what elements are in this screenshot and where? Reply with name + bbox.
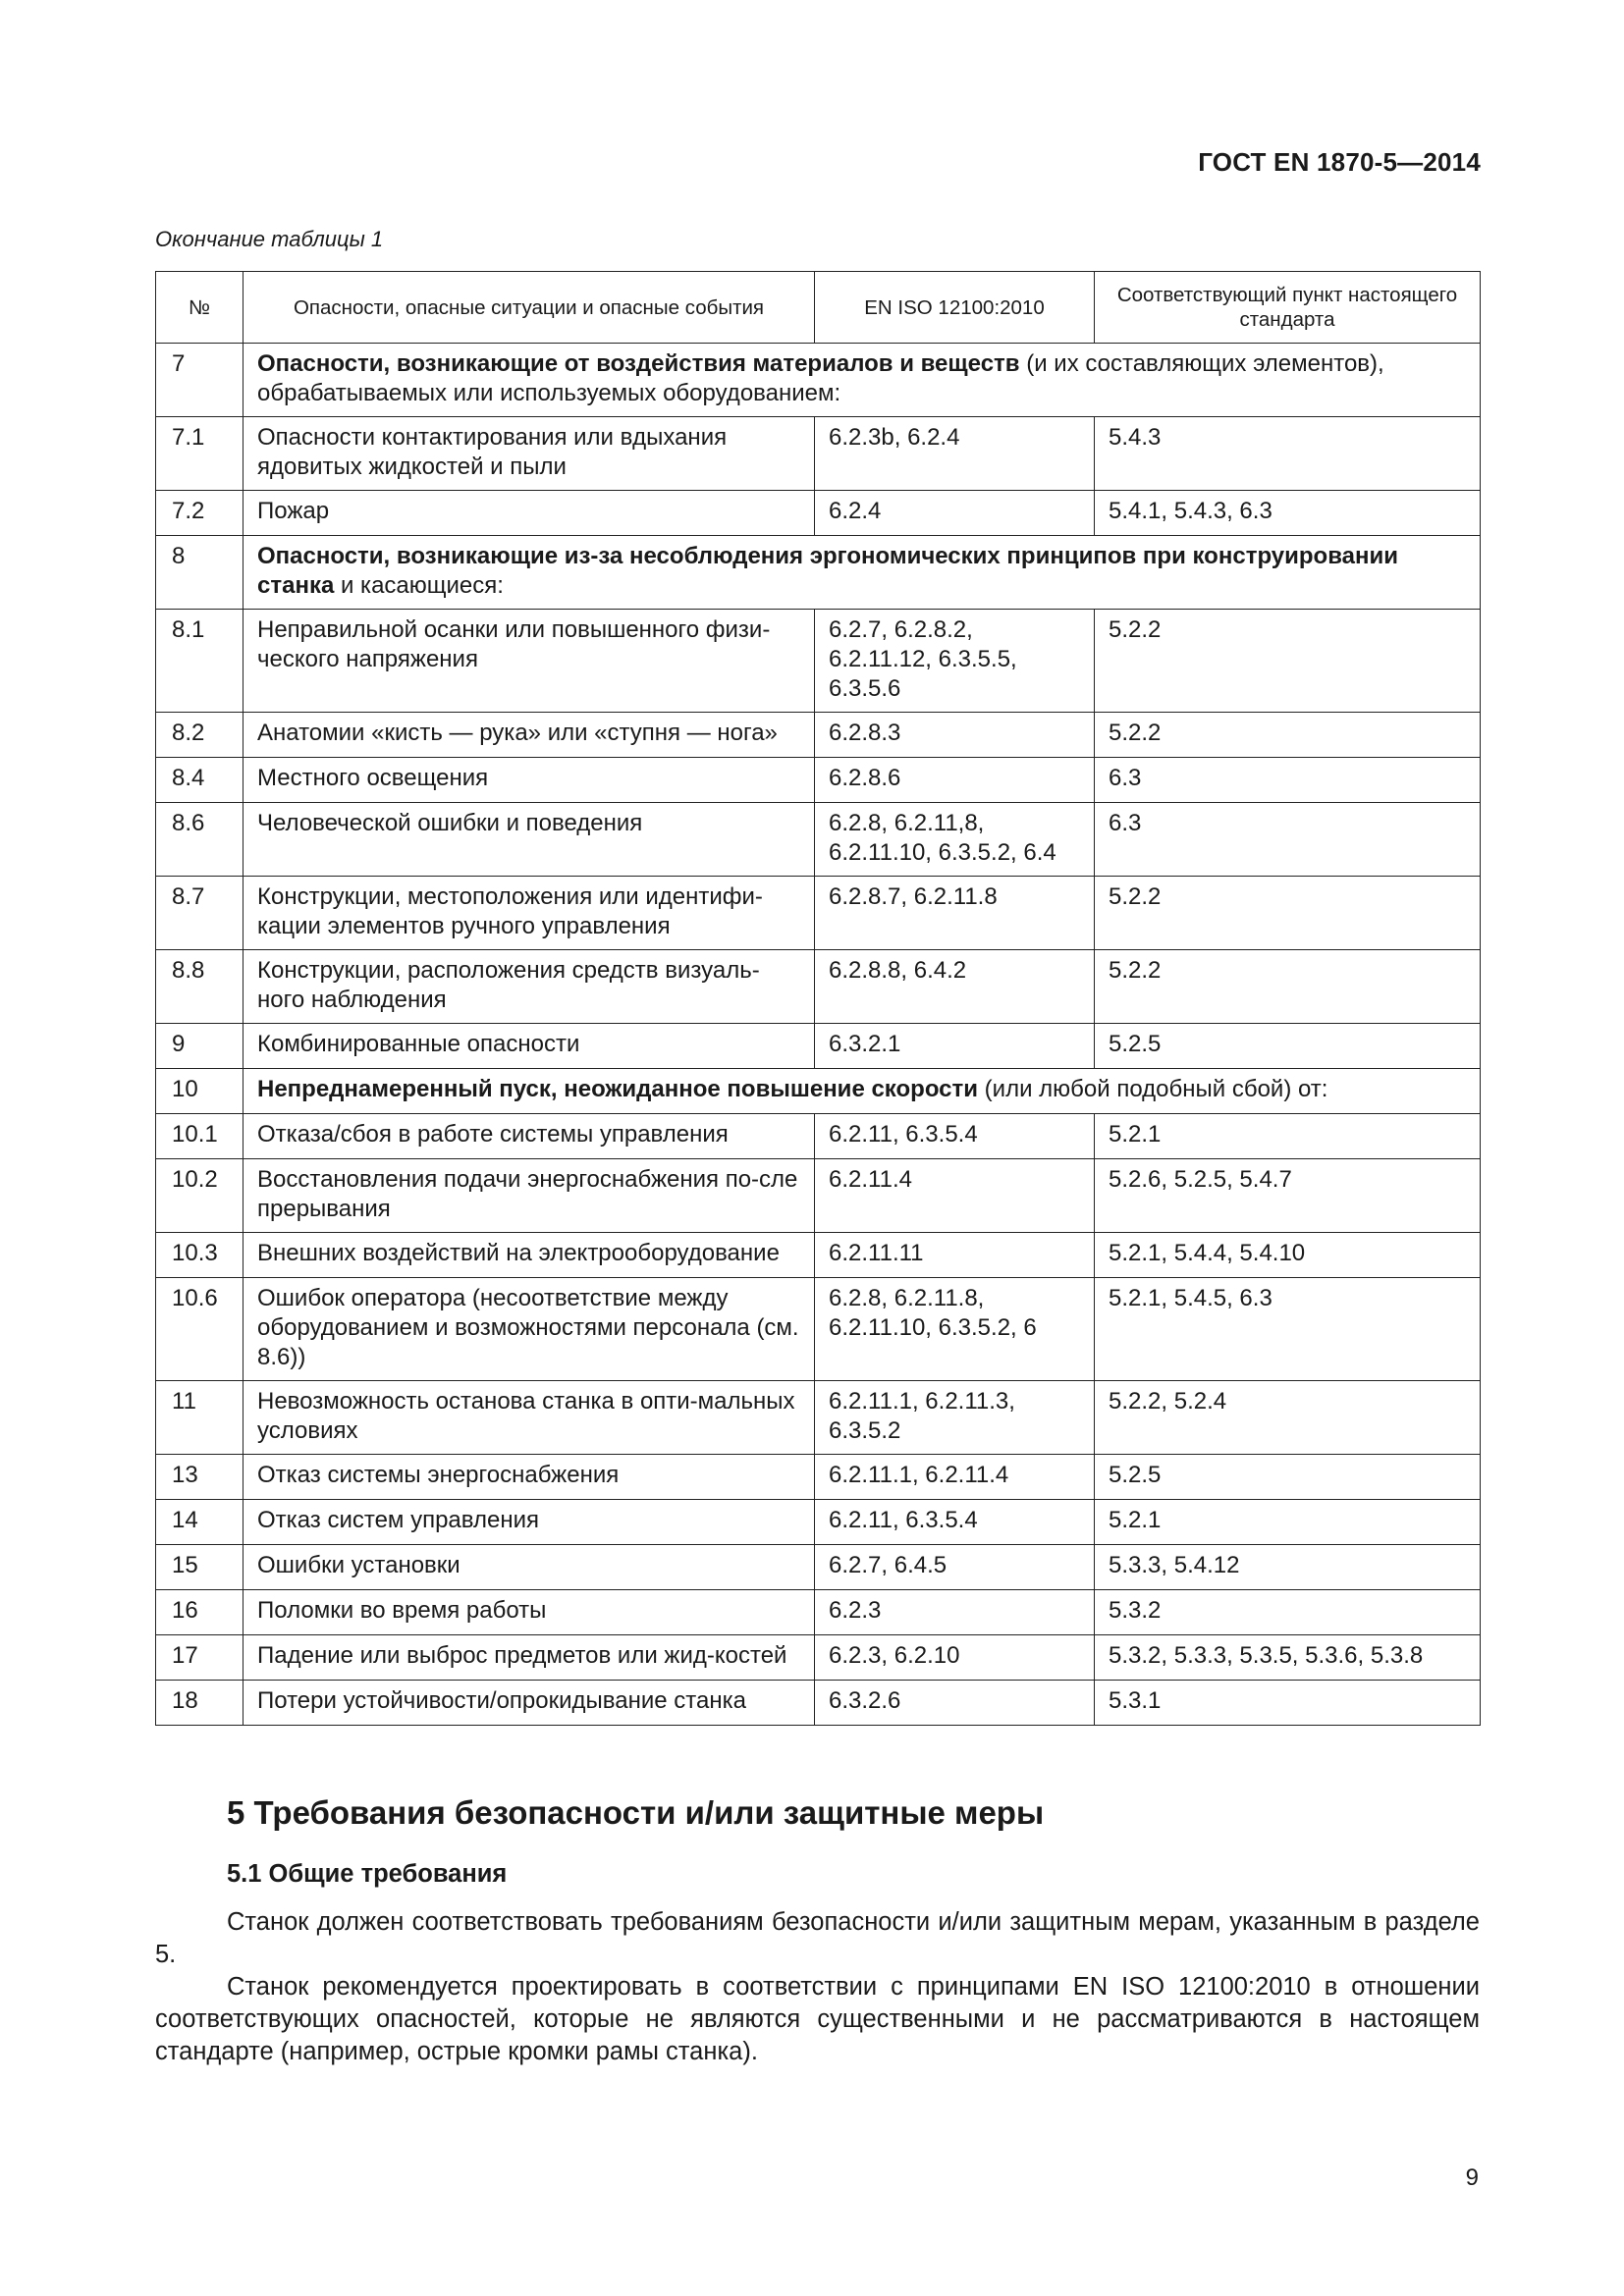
row-number: 10: [156, 1069, 244, 1114]
iso-clause-cell: 6.2.11.11: [815, 1233, 1095, 1278]
hazard-cell: Человеческой ошибки и поведения: [244, 803, 815, 877]
row-number: 7: [156, 344, 244, 417]
row-number: 9: [156, 1024, 244, 1069]
table-row: [156, 610, 1481, 713]
hazard-cell: Конструкции, расположения средств визуаль-ного наблюдения: [244, 950, 815, 1024]
hazard-cell: Анатомии «кисть — рука» или «ступня — нога»: [244, 713, 815, 758]
hazard-cell: Местного освещения: [244, 758, 815, 803]
iso-clause-cell: 6.2.3b, 6.2.4: [815, 417, 1095, 491]
iso-clause-cell: 6.2.3, 6.2.10: [815, 1635, 1095, 1681]
hazards-table: [155, 271, 1481, 1726]
standard-clause-cell: 5.2.2: [1095, 877, 1481, 950]
iso-clause-cell: 6.2.8, 6.2.11,8, 6.2.11.10, 6.3.5.2, 6.4: [815, 803, 1095, 877]
standard-code: ГОСТ EN 1870-5—2014: [1198, 147, 1481, 177]
table-row: [156, 344, 1481, 417]
table-header-row: [156, 272, 1481, 344]
hazard-cell: Комбинированные опасности: [244, 1024, 815, 1069]
paragraph-1: Станок должен соответствовать требованиям безопасности и/или защитным мерам, указанным в разделе 5.: [155, 1908, 1480, 1968]
iso-clause-cell: 6.2.7, 6.4.5: [815, 1545, 1095, 1590]
row-number: 10.2: [156, 1159, 244, 1233]
standard-clause-cell: 6.3: [1095, 758, 1481, 803]
hazard-cell: Конструкции, местоположения или идентифи-кации элементов ручного управления: [244, 877, 815, 950]
group-hazard-title: Опасности, возникающие из-за несоблюдения эргономических принципов при конструировании станка: [257, 543, 1398, 599]
row-number: 8.7: [156, 877, 244, 950]
hazard-cell: Ошибок оператора (несоответствие между оборудованием и возможностями персонала (см. 8.6)): [244, 1278, 815, 1381]
iso-clause-cell: 6.2.3: [815, 1590, 1095, 1635]
hazard-cell: Отказ системы энергоснабжения: [244, 1455, 815, 1500]
table-row: [156, 1233, 1481, 1278]
table-row: [156, 1590, 1481, 1635]
hazard-cell: Пожар: [244, 491, 815, 536]
row-number: 16: [156, 1590, 244, 1635]
standard-clause-cell: 5.2.1: [1095, 1500, 1481, 1545]
group-hazard-cell: [244, 344, 1481, 417]
table-row: [156, 1681, 1481, 1726]
standard-clause-cell: 5.2.2: [1095, 610, 1481, 713]
hazard-cell: Отказа/сбоя в работе системы управления: [244, 1114, 815, 1159]
table-row: [156, 1455, 1481, 1500]
iso-clause-cell: 6.2.8.3: [815, 713, 1095, 758]
hazard-cell: Поломки во время работы: [244, 1590, 815, 1635]
iso-clause-cell: 6.2.11.4: [815, 1159, 1095, 1233]
hazard-cell: Восстановления подачи энергоснабжения по-сле прерывания: [244, 1159, 815, 1233]
table-row: [156, 713, 1481, 758]
standard-clause-cell: 5.4.1, 5.4.3, 6.3: [1095, 491, 1481, 536]
row-number: 7.2: [156, 491, 244, 536]
hazard-cell: Опасности контактирования или вдыхания ядовитых жидкостей и пыли: [244, 417, 815, 491]
iso-clause-cell: 6.2.8, 6.2.11.8, 6.2.11.10, 6.3.5.2, 6: [815, 1278, 1095, 1381]
table-body: [156, 344, 1481, 1726]
standard-clause-cell: 5.3.2: [1095, 1590, 1481, 1635]
group-hazard-cell: [244, 536, 1481, 610]
table-row: [156, 803, 1481, 877]
iso-clause-cell: 6.2.4: [815, 491, 1095, 536]
standard-clause-cell: 5.2.2: [1095, 713, 1481, 758]
col-header-clause: Соответствующий пункт настоящего стандарта: [1095, 272, 1481, 344]
table-row: [156, 1159, 1481, 1233]
table-row: [156, 877, 1481, 950]
group-hazard-rest: (и их составляющих элементов), обрабатываемых или используемых оборудованием:: [257, 350, 1384, 406]
iso-clause-cell: 6.3.2.1: [815, 1024, 1095, 1069]
subsection-title: 5.1 Общие требования: [227, 1860, 508, 1888]
section-title: 5 Требования безопасности и/или защитные меры: [227, 1794, 1045, 1831]
row-number: 11: [156, 1381, 244, 1455]
row-number: 8.4: [156, 758, 244, 803]
table-row: [156, 1635, 1481, 1681]
hazard-cell: Неправильной осанки или повышенного физи-ческого напряжения: [244, 610, 815, 713]
standard-clause-cell: 5.2.2: [1095, 950, 1481, 1024]
paragraph-2: Станок рекомендуется проектировать в соответствии с принципами EN ISO 12100:2010 в отношении соответствующих опасностей, которые не являются существенными и не рассматриваются в настоящем стандарте (например, острые кромки рамы станка).: [155, 1973, 1480, 2065]
col-header-iso: EN ISO 12100:2010: [815, 272, 1095, 344]
row-number: 10.6: [156, 1278, 244, 1381]
hazard-cell: Падение или выброс предметов или жид-костей: [244, 1635, 815, 1681]
standard-clause-cell: 5.2.1: [1095, 1114, 1481, 1159]
row-number: 15: [156, 1545, 244, 1590]
table-row: [156, 1069, 1481, 1114]
iso-clause-cell: 6.2.11, 6.3.5.4: [815, 1114, 1095, 1159]
hazard-cell: Невозможность останова станка в опти-мальных условиях: [244, 1381, 815, 1455]
table-row: [156, 1500, 1481, 1545]
row-number: 8.1: [156, 610, 244, 713]
page-number: 9: [1465, 2164, 1479, 2191]
group-hazard-title: Опасности, возникающие от воздействия материалов и веществ: [257, 350, 1020, 377]
table-row: [156, 950, 1481, 1024]
table-row: [156, 491, 1481, 536]
group-hazard-cell: [244, 1069, 1481, 1114]
iso-clause-cell: 6.2.8.6: [815, 758, 1095, 803]
standard-clause-cell: 5.2.6, 5.2.5, 5.4.7: [1095, 1159, 1481, 1233]
hazard-cell: Отказ систем управления: [244, 1500, 815, 1545]
row-number: 8.8: [156, 950, 244, 1024]
table-row: [156, 1024, 1481, 1069]
iso-clause-cell: 6.2.11.1, 6.2.11.3, 6.3.5.2: [815, 1381, 1095, 1455]
iso-clause-cell: 6.2.11, 6.3.5.4: [815, 1500, 1095, 1545]
row-number: 8.2: [156, 713, 244, 758]
standard-clause-cell: 5.2.1, 5.4.4, 5.4.10: [1095, 1233, 1481, 1278]
standard-clause-cell: 5.2.5: [1095, 1455, 1481, 1500]
row-number: 17: [156, 1635, 244, 1681]
iso-clause-cell: 6.2.11.1, 6.2.11.4: [815, 1455, 1095, 1500]
table-row: [156, 1381, 1481, 1455]
row-number: 13: [156, 1455, 244, 1500]
standard-clause-cell: 5.2.5: [1095, 1024, 1481, 1069]
row-number: 8: [156, 536, 244, 610]
iso-clause-cell: 6.2.8.7, 6.2.11.8: [815, 877, 1095, 950]
standard-clause-cell: 5.3.2, 5.3.3, 5.3.5, 5.3.6, 5.3.8: [1095, 1635, 1481, 1681]
row-number: 14: [156, 1500, 244, 1545]
hazard-cell: Потери устойчивости/опрокидывание станка: [244, 1681, 815, 1726]
table-row: [156, 758, 1481, 803]
iso-clause-cell: 6.2.8.8, 6.4.2: [815, 950, 1095, 1024]
standard-clause-cell: 5.3.3, 5.4.12: [1095, 1545, 1481, 1590]
group-hazard-rest: (или любой подобный сбой) от:: [978, 1076, 1328, 1102]
row-number: 8.6: [156, 803, 244, 877]
group-hazard-rest: и касающиеся:: [334, 572, 504, 599]
iso-clause-cell: 6.2.7, 6.2.8.2, 6.2.11.12, 6.3.5.5, 6.3.5.6: [815, 610, 1095, 713]
standard-clause-cell: 5.4.3: [1095, 417, 1481, 491]
table-row: [156, 417, 1481, 491]
row-number: 10.1: [156, 1114, 244, 1159]
iso-clause-cell: 6.3.2.6: [815, 1681, 1095, 1726]
table-row: [156, 1114, 1481, 1159]
table-caption: Окончание таблицы 1: [155, 227, 384, 251]
col-header-hazard: Опасности, опасные ситуации и опасные события: [244, 272, 815, 344]
standard-clause-cell: 6.3: [1095, 803, 1481, 877]
row-number: 7.1: [156, 417, 244, 491]
row-number: 18: [156, 1681, 244, 1726]
standard-clause-cell: 5.2.1, 5.4.5, 6.3: [1095, 1278, 1481, 1381]
hazard-cell: Ошибки установки: [244, 1545, 815, 1590]
hazard-cell: Внешних воздействий на электрооборудование: [244, 1233, 815, 1278]
group-hazard-title: Непреднамеренный пуск, неожиданное повышение скорости: [257, 1076, 979, 1102]
table-row: [156, 1278, 1481, 1381]
row-number: 10.3: [156, 1233, 244, 1278]
table-row: [156, 1545, 1481, 1590]
standard-clause-cell: 5.2.2, 5.2.4: [1095, 1381, 1481, 1455]
standard-clause-cell: 5.3.1: [1095, 1681, 1481, 1726]
col-header-number: №: [156, 272, 244, 344]
table-row: [156, 536, 1481, 610]
